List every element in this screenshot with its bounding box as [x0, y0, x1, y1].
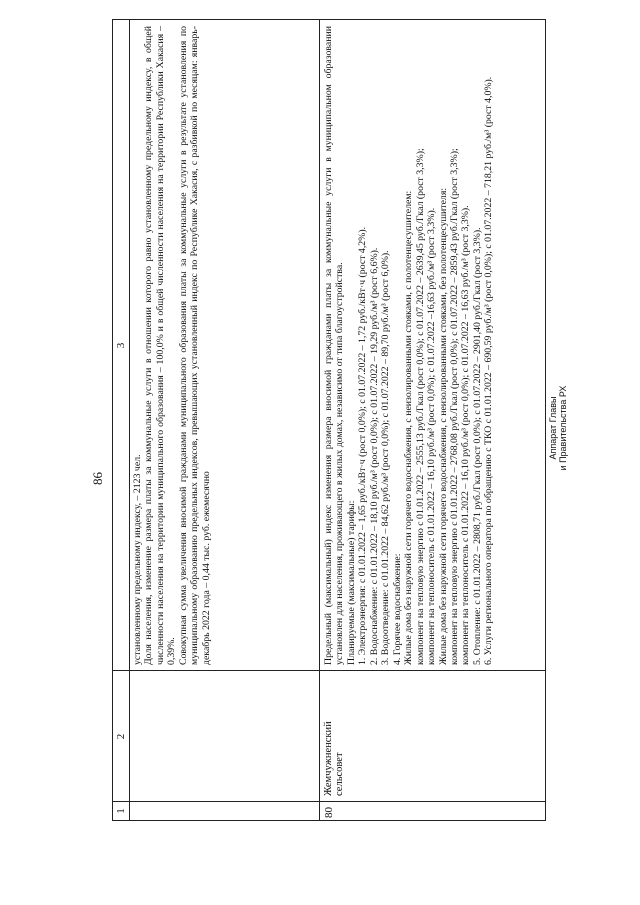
text-line: 4. Горячее водоснабжение:	[391, 553, 403, 665]
text-line: компонент на теплоноситель с 01.01.2022 – 16,10 руб./м³ (рост 0,0%); с 01.07.2022 – 16,63 руб./м³ (рост 3,3%).	[460, 205, 472, 665]
text-line: 2. Водоснабжение: с 01.01.2022 – 18,10 руб./м³ (рост 0,0%); с 01.07.2022 – 19,29 руб./м³ (рост 6,6%).	[368, 247, 380, 665]
text-line: Жилые дома без наружной сети горячего водоснабжения, с неизолированными стояками, с полотенцесушителем:	[403, 190, 415, 665]
row-content	[323, 26, 495, 665]
text-line: 5. Отопление: с 01.01.2022 – 2808,71 руб./Гкал (рост 0,0%); с 01.07.2022 – 2901,40 руб./Гкал (рост 3,3%).	[471, 227, 483, 665]
text-line: компонент на теплоноситель с 01.01.2022 – 16,10 руб./м³ (рост 0,0%); с 01.07.2022 –16,63 руб./м³ (рост 3,3%).	[426, 207, 438, 665]
text-line: 3. Водоотведение: с 01.01.2022 – 84,62 руб./м³ (рост 0,0%); с 01.07.2022 – 89,70 руб./м³ (рост 6,0%).	[380, 250, 392, 665]
tariff-table	[112, 19, 546, 821]
text-line: Жилые дома без наружной сети горячего водоснабжения, с неизолированными стояками, без полотенцесушителя:	[437, 187, 449, 665]
text-line: Предельный (максимальный) индекс изменения размера вносимой гражданами платы за коммунальные услуги в муниципальном образовании установлен для населения, проживающего в жилых домах, независимо от типа благоустройства.	[323, 26, 346, 665]
office-stamp	[548, 383, 568, 473]
text-line: 1. Электроэнергия: с 01.01.2022 – 1,65 руб./кВт·ч (рост 0,0%); с 01.07.2022 – 1,72 руб./кВт·ч (рост 4,2%).	[357, 226, 369, 665]
stamp-line: и Правительства РХ	[558, 385, 568, 471]
column-divider	[113, 670, 545, 671]
municipality-name: Жемчужненский сельсовет	[323, 721, 346, 796]
previous-row-text	[132, 26, 212, 665]
text-line: Совокупная сумма увеличения вносимой гражданами муниципального образования платы за коммунальные услуги в результате установления по муниципальному образованию предельных индексов, превышающих установленный индекс по Республике Хакасия, с разбивкой по месяцам: январь-декабрь 2022 года – 0,44 тыс. руб. ежемесячно	[177, 26, 212, 665]
row-number: 80	[323, 807, 335, 818]
row-divider	[319, 20, 320, 820]
column-divider	[113, 801, 545, 802]
stamp-line: Аппарат Главы	[548, 396, 558, 460]
text-line: Планируемые (максимальные) тарифы:	[345, 500, 357, 665]
text-line: компонент на тепловую энергию с 01.01.2022 – 2768,08 руб./Гкал (рост 0,0%); с 01.07.2022 – 2859,43 руб./Гкал (рост 3,3%);	[448, 148, 460, 665]
header-col-1: 1	[115, 808, 127, 814]
text-line: компонент на тепловую энергию с 01.01.2022 – 2555,13 руб./Гкал (рост 0,0%); с 01.07.2022 – 2639,45 руб./Гкал (рост 3,3%);	[414, 148, 426, 665]
text-line: Доля населения, изменение размера платы за коммунальные услуги в отношении которого равно установленному предельному индексу, в общей численности населения на территории муниципального образования – 100,0% и в общей численности населения на территории Республики Хакасия – 0,39%.	[143, 26, 178, 665]
header-col-3: 3	[115, 342, 127, 349]
header-divider	[129, 20, 130, 820]
header-col-2: 2	[115, 733, 127, 740]
page-number: 86	[90, 472, 105, 485]
text-line: установленному предельному индексу, – 2123 чел.	[132, 454, 143, 665]
text-line: 6. Услуги регионального оператора по обращению с ТКО с 01.01.2022 – 690,59 руб./м³ (рост 0,0%); с 01.07.2022 – 718,21 руб./м³ (рост 4,0%).	[483, 76, 495, 665]
